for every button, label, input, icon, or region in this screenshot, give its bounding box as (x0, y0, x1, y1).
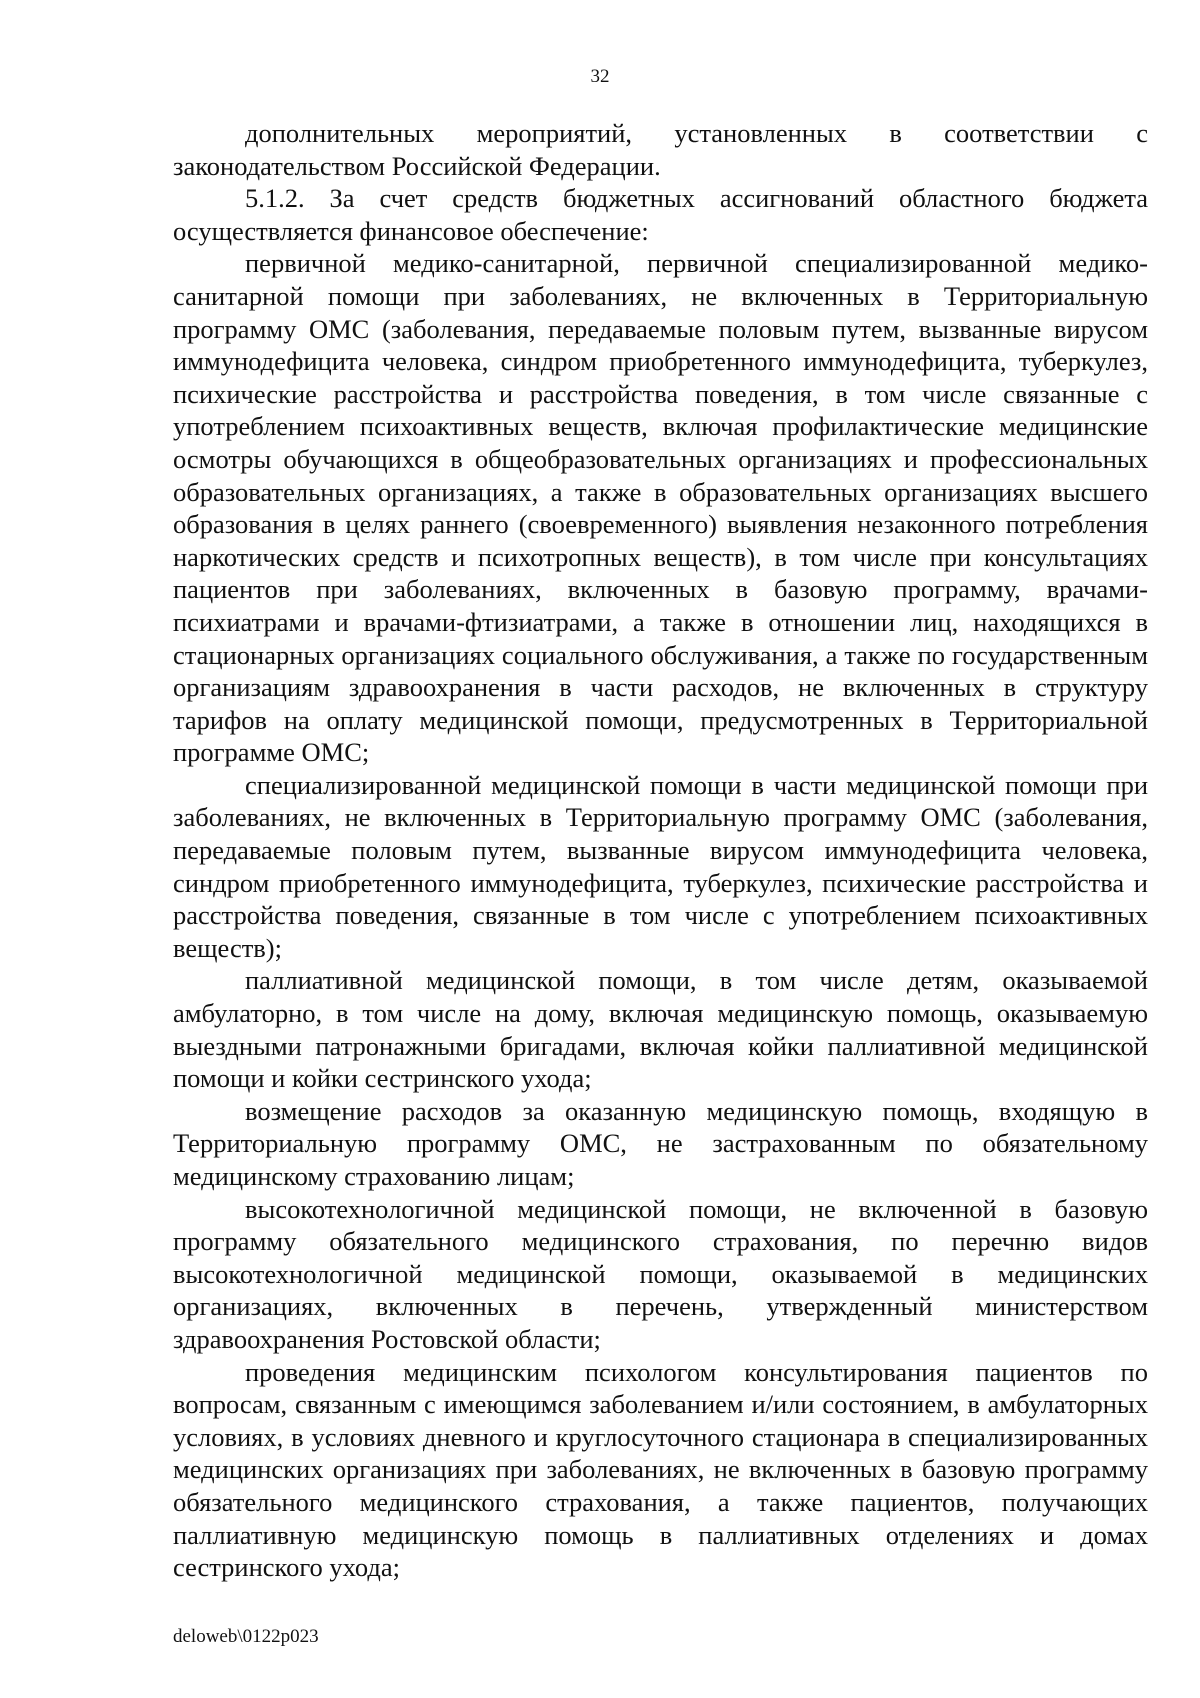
paragraph-primary-care: первичной медико-санитарной, первичной специализированной медико-санитарной помощи при заболеваниях, не включенных в Территориальную программу ОМС (заболевания, передаваемые половым путем, вызванные вирусом иммунодефицита человека, синдром приобретенного иммунодефицита, туберкулез, психические расстройства и расстройства поведения, в том числе связанные с употреблением психоактивных веществ, включая профилактические медицинские осмотры обучающихся в общеобразовательных организациях и профессиональных образовательных организациях, а также в образовательных организациях высшего образования в целях раннего (своевременного) выявления незаконного потребления наркотических средств и психотропных веществ), в том числе при консультациях пациентов при заболеваниях, включенных в базовую программу, врачами-психиатрами и врачами-фтизиатрами, а также в отношении лиц, находящихся в стационарных организациях социального обслуживания, а также по государственным организациям здравоохранения в части расходов, не включенных в структуру тарифов на оплату медицинской помощи, предусмотренных в Территориальной программе ОМС; (173, 248, 1148, 768)
paragraph-reimbursement: возмещение расходов за оказанную медицинскую помощь, входящую в Территориальную программу ОМС, не застрахованным по обязательному медицинскому страхованию лицам; (173, 1095, 1148, 1191)
paragraph-continuation: дополнительных мероприятий, установленных в соответствии с законодательством Российской Федерации. (173, 118, 1148, 181)
paragraph-psychologist-consulting: проведения медицинским психологом консультирования пациентов по вопросам, связанным с имеющимся заболеванием и/или состоянием, в амбулаторных условиях, в условиях дневного и круглосуточного стационара в специализированных медицинских организациях при заболеваниях, не включенных в базовую программу обязательного медицинского страхования, а также пациентов, получающих паллиативную медицинскую помощь в паллиативных отделениях и домах сестринского ухода; (173, 1356, 1148, 1583)
paragraph-section-5-1-2: 5.1.2. За счет средств бюджетных ассигнований областного бюджета осуществляется финансовое обеспечение: (173, 183, 1148, 246)
document-footer-code: deloweb\0122p023 (173, 1626, 319, 1647)
paragraph-palliative-care: паллиативной медицинской помощи, в том числе детям, оказываемой амбулаторно, в том числе на дому, включая медицинскую помощь, оказываемую выездными патронажными бригадами, включая койки паллиативной медицинской помощи и койки сестринского ухода; (173, 965, 1148, 1094)
document-body (173, 117, 1148, 1584)
paragraph-high-tech-care: высокотехнологичной медицинской помощи, не включенной в базовую программу обязательного медицинского страхования, по перечню видов высокотехнологичной медицинской помощи, оказываемой в медицинских организациях, включенных в перечень, утвержденный министерством здравоохранения Ростовской области; (173, 1193, 1148, 1354)
paragraph-specialized-care: специализированной медицинской помощи в части медицинской помощи при заболеваниях, не включенных в Территориальную программу ОМС (заболевания, передаваемые половым путем, вызванные вирусом иммунодефицита человека, синдром приобретенного иммунодефицита, туберкулез, психические расстройства и расстройства поведения, связанные в том числе с употреблением психоактивных веществ); (173, 769, 1148, 963)
page-number: 32 (590, 66, 610, 87)
